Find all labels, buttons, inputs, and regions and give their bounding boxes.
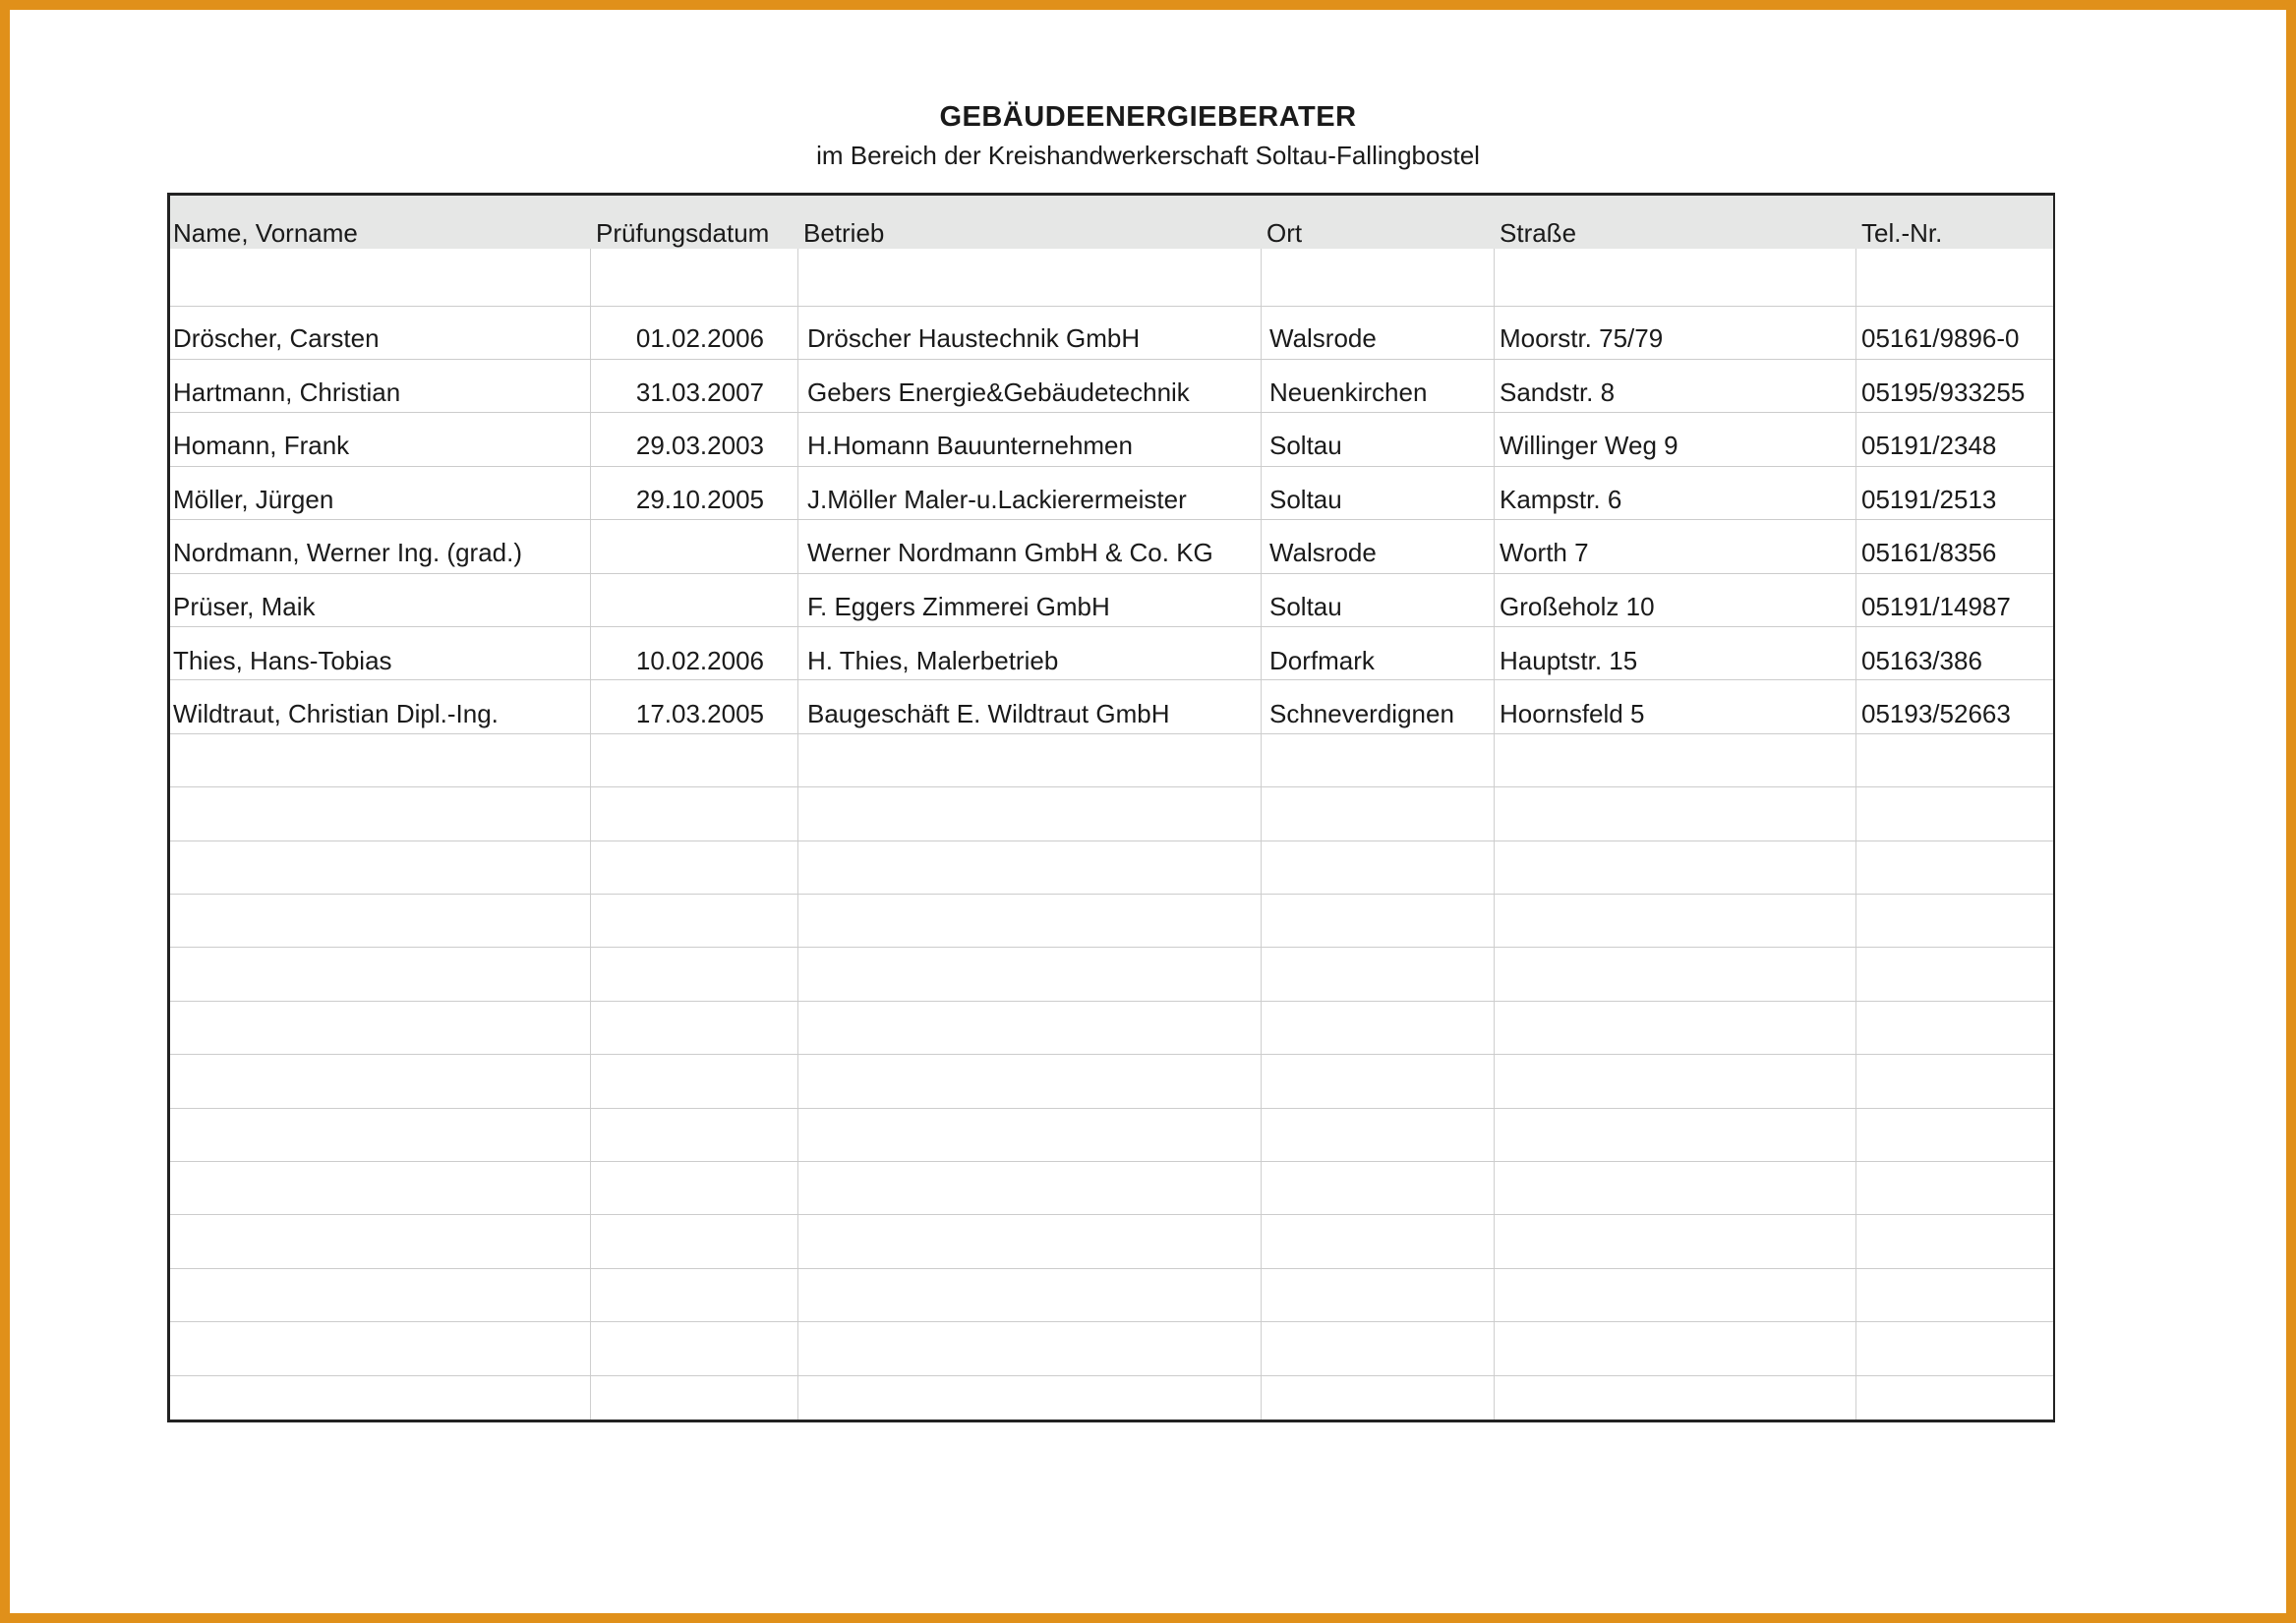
- row-city: Walsrode: [1269, 538, 1377, 567]
- row-rule: [170, 626, 2053, 627]
- row-name: Dröscher, Carsten: [173, 323, 380, 353]
- row-city: Dorfmark: [1269, 646, 1375, 675]
- row-phone: 05161/9896-0: [1861, 323, 2020, 353]
- row-name: Wildtraut, Christian Dipl.-Ing.: [173, 699, 499, 728]
- row-city: Schneverdignen: [1269, 699, 1454, 728]
- row-rule: [170, 894, 2053, 895]
- row-street: Großeholz 10: [1500, 592, 1655, 621]
- row-rule: [170, 573, 2053, 574]
- row-date: 29.03.2003: [635, 431, 764, 460]
- row-rule: [170, 1268, 2053, 1269]
- row-rule: [170, 466, 2053, 467]
- document-subtitle: im Bereich der Kreishandwerkerschaft Soltau-Fallingbostel: [816, 141, 1480, 170]
- row-company: H. Thies, Malerbetrieb: [807, 646, 1059, 675]
- header-name: Name, Vorname: [173, 218, 358, 248]
- row-street: Kampstr. 6: [1500, 485, 1622, 514]
- row-name: Möller, Jürgen: [173, 485, 334, 514]
- row-name: Nordmann, Werner Ing. (grad.): [173, 538, 522, 567]
- column-divider: [797, 249, 798, 1420]
- row-phone: 05191/2513: [1861, 485, 1997, 514]
- row-street: Hauptstr. 15: [1500, 646, 1638, 675]
- row-name: Prüser, Maik: [173, 592, 316, 621]
- row-rule: [170, 679, 2053, 680]
- row-street: Sandstr. 8: [1500, 377, 1616, 407]
- row-street: Worth 7: [1500, 538, 1589, 567]
- row-date: 29.10.2005: [635, 485, 764, 514]
- row-name: Thies, Hans-Tobias: [173, 646, 392, 675]
- row-phone: 05195/933255: [1861, 377, 2026, 407]
- row-rule: [170, 1321, 2053, 1322]
- row-street: Willinger Weg 9: [1500, 431, 1678, 460]
- row-city: Soltau: [1269, 431, 1342, 460]
- column-divider: [1261, 249, 1262, 1420]
- row-rule: [170, 1214, 2053, 1215]
- column-divider: [1855, 249, 1856, 1420]
- row-company: Werner Nordmann GmbH & Co. KG: [807, 538, 1213, 567]
- row-city: Soltau: [1269, 592, 1342, 621]
- advisor-table: [167, 193, 2055, 1422]
- row-date: 01.02.2006: [635, 323, 764, 353]
- row-street: Moorstr. 75/79: [1500, 323, 1664, 353]
- row-name: Homann, Frank: [173, 431, 350, 460]
- row-rule: [170, 733, 2053, 734]
- row-phone: 05161/8356: [1861, 538, 1997, 567]
- row-company: Dröscher Haustechnik GmbH: [807, 323, 1141, 353]
- column-divider: [1494, 249, 1495, 1420]
- row-rule: [170, 1161, 2053, 1162]
- column-divider: [590, 249, 591, 1420]
- header-street: Straße: [1500, 218, 1577, 248]
- row-city: Neuenkirchen: [1269, 377, 1428, 407]
- row-rule: [170, 947, 2053, 948]
- row-name: Hartmann, Christian: [173, 377, 401, 407]
- row-rule: [170, 1054, 2053, 1055]
- header-phone: Tel.-Nr.: [1861, 218, 1943, 248]
- row-rule: [170, 359, 2053, 360]
- row-rule: [170, 306, 2053, 307]
- row-street: Hoornsfeld 5: [1500, 699, 1645, 728]
- row-rule: [170, 840, 2053, 841]
- row-rule: [170, 786, 2053, 787]
- row-company: F. Eggers Zimmerei GmbH: [807, 592, 1110, 621]
- row-phone: 05191/14987: [1861, 592, 2011, 621]
- row-rule: [170, 412, 2053, 413]
- row-date: 10.02.2006: [635, 646, 764, 675]
- row-company: J.Möller Maler-u.Lackierermeister: [807, 485, 1187, 514]
- table-header-band: [170, 196, 2053, 249]
- row-date: 17.03.2005: [635, 699, 764, 728]
- header-city: Ort: [1266, 218, 1303, 248]
- row-company: H.Homann Bauunternehmen: [807, 431, 1133, 460]
- header-date: Prüfungsdatum: [596, 218, 770, 248]
- row-rule: [170, 519, 2053, 520]
- header-company: Betrieb: [803, 218, 885, 248]
- row-date: 31.03.2007: [635, 377, 764, 407]
- row-phone: 05191/2348: [1861, 431, 1997, 460]
- row-company: Baugeschäft E. Wildtraut GmbH: [807, 699, 1170, 728]
- row-rule: [170, 1108, 2053, 1109]
- row-company: Gebers Energie&Gebäudetechnik: [807, 377, 1190, 407]
- row-rule: [170, 1001, 2053, 1002]
- document-title: GEBÄUDEENERGIEBERATER: [939, 101, 1357, 133]
- row-phone: 05193/52663: [1861, 699, 2011, 728]
- row-rule: [170, 1375, 2053, 1376]
- row-city: Soltau: [1269, 485, 1342, 514]
- row-city: Walsrode: [1269, 323, 1377, 353]
- row-phone: 05163/386: [1861, 646, 1982, 675]
